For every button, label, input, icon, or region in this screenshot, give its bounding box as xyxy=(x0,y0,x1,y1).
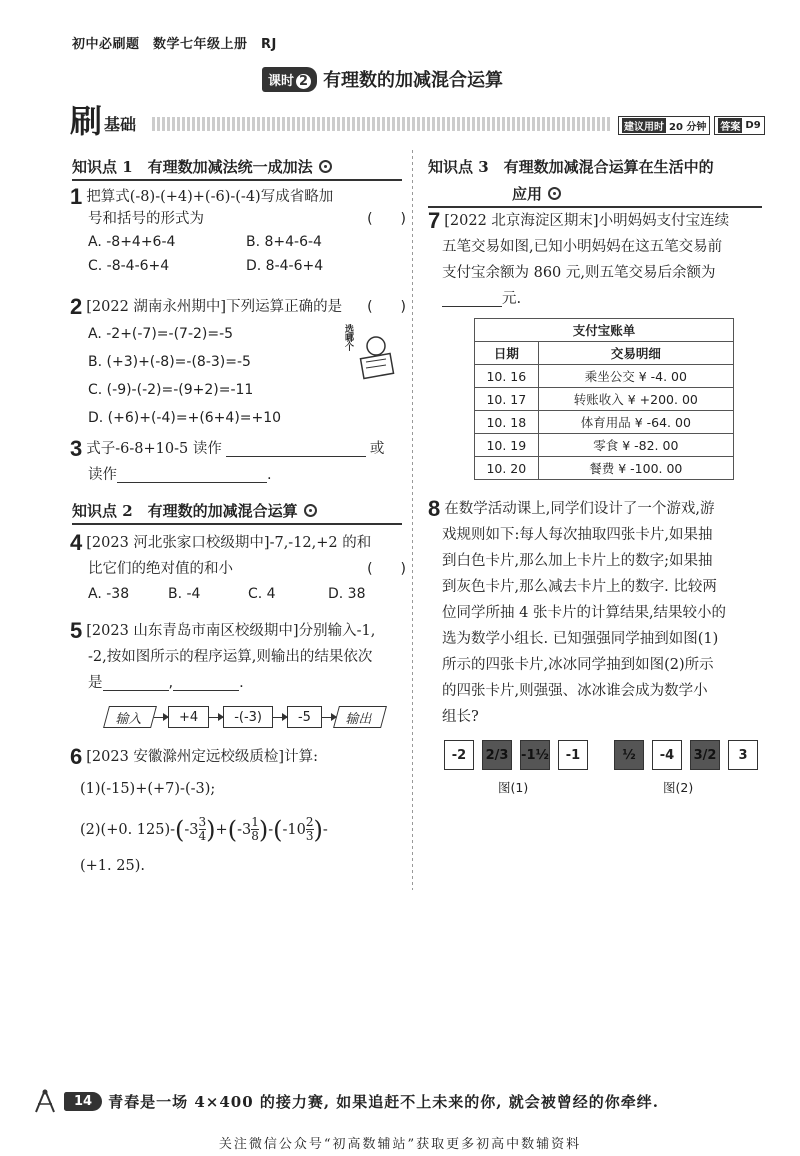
dotted-rule xyxy=(152,117,612,131)
time-tag: 建议用时 20 分钟 xyxy=(618,116,710,135)
flow-input: 输入 xyxy=(103,706,157,728)
knowledge-point-1: 知识点 1 有理数加减法统一成加法 xyxy=(72,156,402,181)
book-header: 初中必刷题 数学七年级上册 RJ xyxy=(72,37,277,52)
table-title: 支付宝账单 xyxy=(475,319,734,342)
question-7: 7 [2022 北京海淀区期末]小明妈妈支付宝连续 五笔交易如图,已知小明妈妈在这五笔交易前 支付宝余额为 860 元,则五笔交易后余额为 元. 支付宝账单 日期 交易明细 10. 16 乘坐公交 ¥ -4. 00 10. 17 转账收入 ¥ +200. 00 10. 18 体育用品 ¥ -64. 00 10. 19 零食 ¥ -82. 00 10. 20 餐费 ¥ -100. 00 xyxy=(428,210,762,480)
flow-step: -(-3) xyxy=(223,706,273,728)
fig1-caption: 图(1) xyxy=(498,780,529,795)
section-heading xyxy=(70,104,136,138)
compass-icon xyxy=(32,1088,58,1114)
target-icon xyxy=(304,504,317,517)
col-date: 日期 xyxy=(475,342,539,365)
question-1: 1 把算式(-8)-(+4)+(-6)-(-4)写成省略加 号和括号的形式为 ( ) A. -8+4+6-4 B. 8+4-6-4 C. -8-4-6+4 D. 8-4-6+4 xyxy=(70,184,406,274)
flow-output: 输出 xyxy=(333,706,387,728)
answer-tag: 答案 D9 xyxy=(714,116,764,135)
table-row: 10. 18 体育用品 ¥ -64. 00 xyxy=(475,411,734,434)
table-row: 10. 19 零食 ¥ -82. 00 xyxy=(475,434,734,457)
card-white: -4 xyxy=(652,740,682,770)
page-footer xyxy=(32,1088,659,1114)
section-tags xyxy=(618,116,765,135)
q6-part2: (2)(+0. 125)- ( -3 3 4 ) + ( -3 1 8 ) - ( -10 2 3 ) - xyxy=(80,815,328,844)
card-gray: -1½ xyxy=(520,740,550,770)
table-row: 10. 17 转账收入 ¥ +200. 00 xyxy=(475,388,734,411)
knowledge-point-2: 知识点 2 有理数的加减混合运算 xyxy=(72,500,402,525)
target-icon xyxy=(319,160,332,173)
card-white: -1 xyxy=(558,740,588,770)
question-6: 6 [2023 安徽滁州定远校级质检]计算: (1)(-15)+(+7)-(-3); (2)(+0. 125)- ( -3 3 4 ) + ( -3 1 8 ) - ( -10 2 3 ) - (+1. 25). xyxy=(70,746,406,877)
card-white: 3 xyxy=(728,740,758,770)
flow-step: +4 xyxy=(168,706,209,728)
section-big: 刷 xyxy=(70,102,103,140)
card-white: -2 xyxy=(444,740,474,770)
lesson-badge: 课时 2 xyxy=(262,67,317,92)
flow-step: -5 xyxy=(287,706,322,728)
watermark: 关注微信公众号“初高数辅站”获取更多初高中数辅资料 xyxy=(218,1137,582,1152)
sticker-text: 选哪个 xyxy=(343,324,353,351)
section-small: 基础 xyxy=(104,115,137,134)
reading-boy-icon xyxy=(354,332,404,384)
column-divider xyxy=(412,150,413,890)
lesson-name: 有理数的加减混合运算 xyxy=(323,70,504,91)
knowledge-point-3: 知识点 3 有理数加减混合运算在生活中的 应用 xyxy=(428,156,762,208)
question-8: 8 在数学活动课上,同学们设计了一个游戏,游 戏规则如下:每人每次抽取四张卡片,如果抽 到白色卡片,那么加上卡片上的数字;如果抽 到灰色卡片,那么减去卡片上的数字. 比较两 位同学所抽 4 张卡片的计算结果,结果较小的 选为数学小组长. 已知强强同学抽到如图(1) 所示的四张卡片,冰冰同学抽到如图(2)所示 的四张卡片,则强强、冰冰谁会成为数学小 组长? -2 2/3 -1½ -1 ½ -4 3/2 3 图(1) 图(2) xyxy=(428,498,762,796)
alipay-bill-table xyxy=(474,318,734,480)
card-gray: 3/2 xyxy=(690,740,720,770)
question-3: 3 式子-6-8+10-5 读作 或 读作 . xyxy=(70,436,385,483)
question-4: 4 [2023 河北张家口校级期中]-7,-12,+2 的和 比它们的绝对值的和小 ( ) A. -38 B. -4 C. 4 D. 38 xyxy=(70,530,406,602)
table-row: 10. 20 餐费 ¥ -100. 00 xyxy=(475,457,734,480)
fig2-caption: 图(2) xyxy=(663,780,694,795)
question-5: 5 [2023 山东青岛市南区校级期中]分别输入-1, -2,按如图所示的程序运算,则输出的结果依次 是 , . 输入 +4 -(-3) -5 输出 xyxy=(70,620,406,728)
card-figures xyxy=(428,740,762,770)
col-detail: 交易明细 xyxy=(538,342,733,365)
card-gray: ½ xyxy=(614,740,644,770)
question-2: 2 [2022 湖南永州期中]下列运算正确的是 ( ) A. -2+(-7)=-(7-2)=-5 B. (+3)+(-8)=-(8-3)=-5 C. (-9)-(-2)=-(9+2)=-11 D. (+6)+(-4)=+(6+4)=+10 选哪个 xyxy=(70,294,406,426)
footer-motto: 青春是一场 4×400 的接力赛, 如果追赶不上未来的你, 就会被曾经的你牵绊. xyxy=(108,1092,659,1111)
lesson-title xyxy=(262,66,503,92)
card-gray: 2/3 xyxy=(482,740,512,770)
table-row: 10. 16 乘坐公交 ¥ -4. 00 xyxy=(475,365,734,388)
program-flowchart xyxy=(70,706,406,728)
page-number: 14 xyxy=(64,1092,102,1111)
target-icon xyxy=(548,187,561,200)
